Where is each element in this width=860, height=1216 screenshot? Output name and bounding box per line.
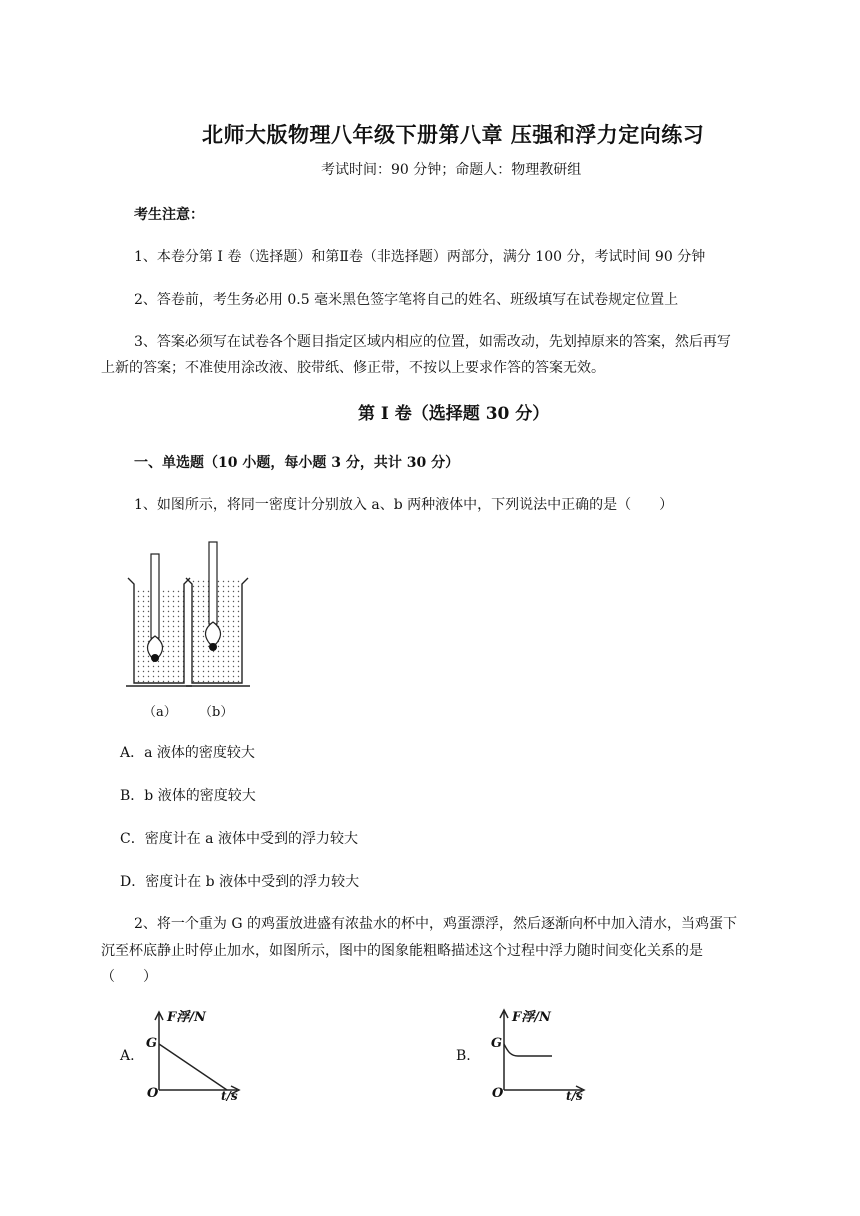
q1-stem: 1、如图所示，将同一密度计分别放入 a、b 两种液体中，下列说法中正确的是（ ）	[134, 497, 674, 513]
exam-subtitle: 考试时间：90 分钟；命题人：物理教研组	[321, 162, 582, 178]
q1-option-b[interactable]: B．b 液体的密度较大	[120, 788, 256, 804]
q1-option-c[interactable]: C．密度计在 a 液体中受到的浮力较大	[120, 831, 358, 847]
q2-stem-line3: （ ）	[101, 969, 157, 985]
q2-stem-line2: 沉至杯底静止时停止加水，如图所示，图中的图象能粗略描述这个过程中浮力随时间变化关系的是	[101, 943, 703, 959]
q1-hydrometer-figure	[122, 540, 262, 700]
q2-graph-a-xlabel: t/s	[221, 1089, 238, 1103]
beaker-b	[186, 542, 250, 686]
q2-graph-a-ylabel: F浮/N	[167, 1010, 206, 1025]
q2-graph-b-xlabel: t/s	[566, 1089, 583, 1103]
fig-label-b: （b）	[199, 705, 234, 720]
q1-option-a[interactable]: A．a 液体的密度较大	[120, 745, 255, 761]
notice-item-1: 1、本卷分第 I 卷（选择题）和第Ⅱ卷（非选择题）两部分，满分 100 分，考试时间 90 分钟	[134, 249, 706, 265]
section-title: 第 I 卷（选择题 30 分）	[358, 404, 550, 424]
q2-graph-b-origin: O	[492, 1086, 504, 1101]
notice-item-2: 2、答卷前，考生务必用 0.5 毫米黑色签字笔将自己的姓名、班级填写在试卷规定位置上	[134, 292, 679, 308]
q2-option-a-label[interactable]: A.	[120, 1048, 135, 1064]
beaker-a	[126, 554, 192, 686]
q2-graph-a-g: G	[146, 1036, 158, 1051]
notice-heading: 考生注意：	[134, 207, 204, 223]
q1-option-d[interactable]: D．密度计在 b 液体中受到的浮力较大	[120, 874, 360, 890]
q2-graph-a-origin: O	[147, 1086, 159, 1101]
notice-item-3: 3、答案必须写在试卷各个题目指定区域内相应的位置，如需改动，先划掉原来的答案，然后再写	[134, 334, 731, 350]
q2-option-b-label[interactable]: B.	[456, 1048, 471, 1064]
fig-label-a: （a）	[143, 705, 177, 720]
q2-graph-b-ylabel: F浮/N	[512, 1010, 551, 1025]
q2-stem-line1: 2、将一个重为 G 的鸡蛋放进盛有浓盐水的杯中，鸡蛋漂浮，然后逐渐向杯中加入清水，当鸡蛋下	[134, 916, 737, 932]
part-heading: 一、单选题（10 小题，每小题 3 分，共计 30 分）	[134, 455, 460, 471]
notice-item-3-cont: 上新的答案；不准使用涂改液、胶带纸、修正带，不按以上要求作答的答案无效。	[101, 360, 605, 376]
q2-graph-b-g: G	[491, 1036, 503, 1051]
exam-title: 北师大版物理八年级下册第八章 压强和浮力定向练习	[202, 122, 705, 147]
